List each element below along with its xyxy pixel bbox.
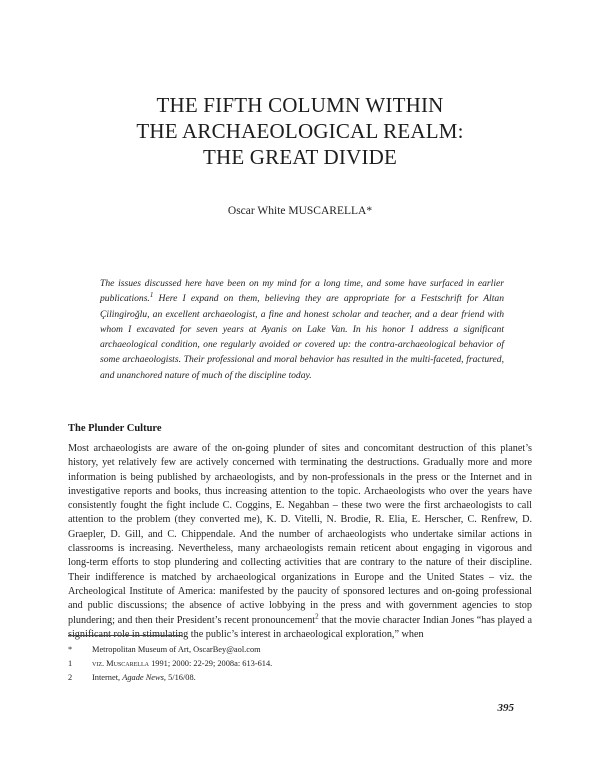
abstract-text-1: The issues discussed here have been on my mind for a long time, and some have surfaced in earlier publications. [100, 278, 504, 305]
author-line [0, 205, 600, 217]
title-line-3: THE GREAT DIVIDE [202, 145, 398, 169]
abstract-text-2: Here I expand on them, believing they are appropriate for a Festschrift for Altan Çilingiroğlu, an excellent archaeologist, a fine and honest scholar and teacher, and a dear friend with whom I excavated for seven years at Ayanis on Lake Van. In his honor I address a significant archaeological condition, one regularly avoided or covered up: the contra-archaeological behavior of some archaeologists. Their professional and moral behavior has resulted in the multi-faceted, fractured, and unanchored nature of much of the discipline today. [100, 293, 504, 381]
author-first-name: Oscar White [227, 205, 286, 217]
author-footnote-mark: * [366, 205, 373, 217]
body-text-1: Most archaeologists are aware of the on-going plunder of sites and concomitant destruction of this planet’s history, yet relatively few are actively concerned with terminating the destructions. Gradually more and more information is being published by archaeologists, and by non-professionals in the press or the Internet and in investigative reports and books, thus increasing attention to the topic. Archaeologists who over the years have consistently fought the fight include C. Coggins, E. Negahban – these two were the first archaeologists to call attention to the problem (they converted me), K. D. Vitelli, N. Brodie, R. Elia, E. Herscher, C. Renfrew, D. Graepler, D. Gill, and C. Chippendale. And the number of archaeologists who undertake similar actions in classrooms is increasing. Nevertheless, many archaeologists remain reticent about engaging in vigorous and long-term efforts to stop plundering and collecting activities that are contrary to the nature of their discipline. Their indifference is matched by archaeological organizations in Europe and the United States – viz. the Archeological Institute of America: manifested by the paucity of sponsored lectures and on-going professional and public discussions; the absence of active lobbying in the press and with government agencies to stop plundering; and then their President’s recent pronouncement [68, 443, 532, 626]
body-text-2: that the movie character Indian Jones “has played a significant role in stimulating the public’s interest in archaeological exploration,” when [68, 614, 532, 640]
footnotes [68, 643, 532, 685]
footnote-divider [68, 635, 182, 636]
footnote-text: Metropolitan Museum of Art, OscarBey@aol.com [92, 645, 261, 654]
footnote-citation: 1991; 2000: 22-29; 2008a: 613-614. [148, 659, 273, 668]
page-number: 395 [497, 702, 514, 714]
footnote-mark: 1 [68, 659, 73, 668]
article-title [0, 92, 600, 170]
footnote-item [68, 671, 532, 685]
title-line-2: THE ARCHAEOLOGICAL REALM: [136, 119, 464, 143]
footnote-item [68, 643, 532, 657]
body-paragraph [68, 442, 532, 642]
author-last-name: MUSCARELLA [288, 205, 367, 217]
footnote-pre: Internet, [92, 673, 123, 682]
footnote-ref-1: 1 [149, 291, 154, 300]
abstract [100, 276, 504, 383]
footnote-mark: * [68, 645, 73, 654]
title-line-1: THE FIFTH COLUMN WITHIN [156, 93, 444, 117]
footnote-mark: 2 [68, 673, 73, 682]
section-heading: The Plunder Culture [68, 423, 162, 434]
footnote-ref-2: 2 [315, 612, 319, 621]
footnote-item [68, 657, 532, 671]
footnote-text [92, 657, 272, 671]
footnote-smallcaps: viz. Muscarella [92, 659, 149, 668]
footnote-text [92, 671, 196, 685]
footnote-post: , 5/16/08. [163, 673, 196, 682]
footnote-source: Agade News [122, 673, 164, 682]
